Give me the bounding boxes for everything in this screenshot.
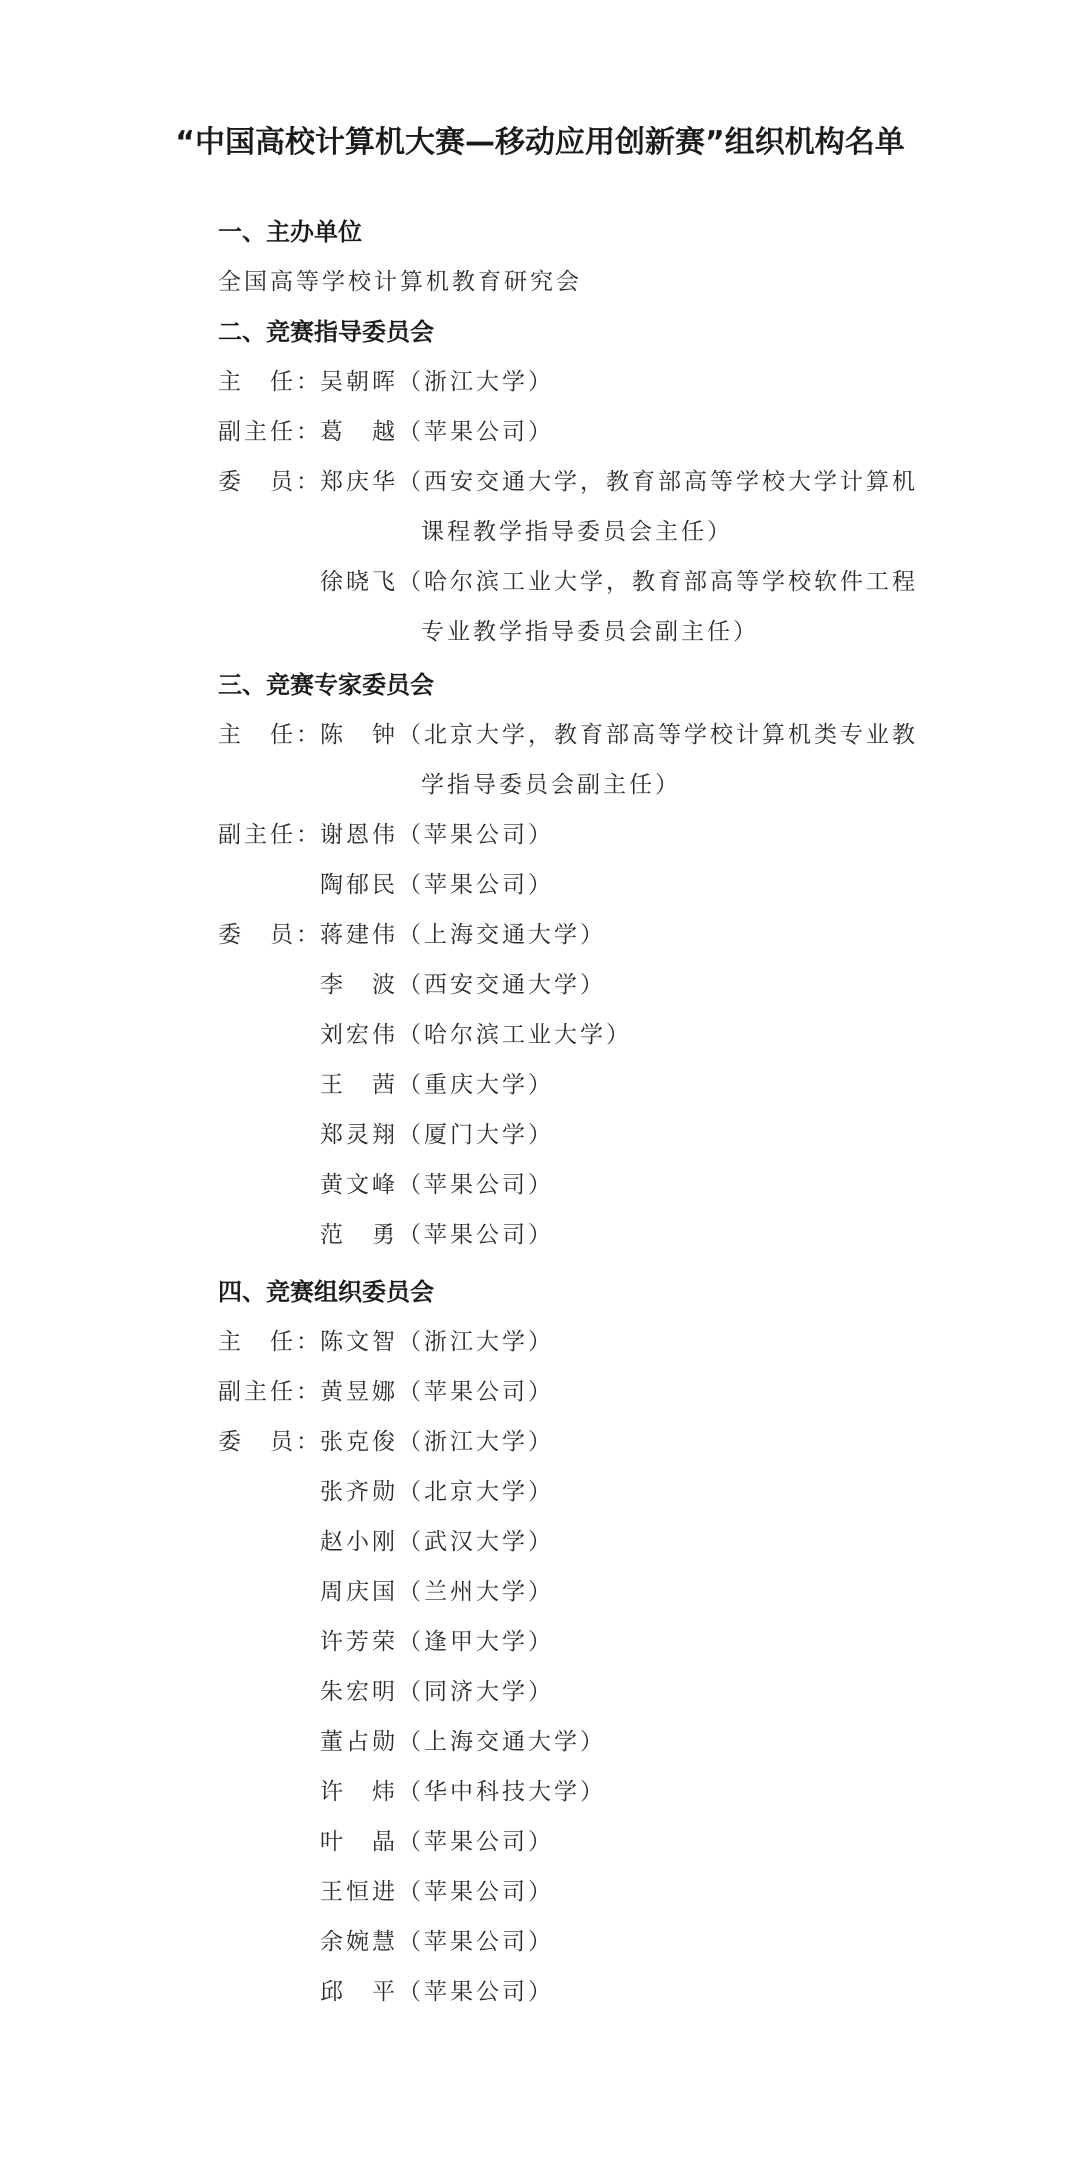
member-text: 许芳荣（逢甲大学）	[320, 1629, 554, 1655]
role-label: 委 员：	[218, 1429, 322, 1455]
member-text: 王 茜（重庆大学）	[320, 1072, 554, 1098]
member-text: 葛 越（苹果公司）	[320, 419, 554, 445]
member-text: 徐晓飞（哈尔滨工业大学，教育部高等学校软件工程	[320, 569, 918, 595]
role-label: 主 任：	[218, 1329, 322, 1355]
member-text: 吴朝晖（浙江大学）	[320, 369, 554, 395]
member-text-continuation: 学指导委员会副主任）	[421, 772, 681, 798]
member-text: 蒋建伟（上海交通大学）	[320, 922, 606, 948]
member-text: 赵小刚（武汉大学）	[320, 1529, 554, 1555]
role-label: 主 任：	[218, 722, 322, 748]
section-heading-host: 一、主办单位	[218, 218, 362, 246]
member-text: 邱 平（苹果公司）	[320, 1979, 554, 2005]
role-label: 委 员：	[218, 469, 322, 495]
member-text: 叶 晶（苹果公司）	[320, 1829, 554, 1855]
member-text: 朱宏明（同济大学）	[320, 1679, 554, 1705]
role-label: 副主任：	[218, 822, 322, 848]
section-heading-experts: 三、竞赛专家委员会	[218, 671, 434, 699]
section-heading-steering: 二、竞赛指导委员会	[218, 318, 434, 346]
member-text: 余婉慧（苹果公司）	[320, 1929, 554, 1955]
host-organization: 全国高等学校计算机教育研究会	[218, 269, 582, 295]
member-text: 许 炜（华中科技大学）	[320, 1779, 606, 1805]
member-text: 谢恩伟（苹果公司）	[320, 822, 554, 848]
role-label: 副主任：	[218, 1379, 322, 1405]
member-text: 刘宏伟（哈尔滨工业大学）	[320, 1022, 632, 1048]
member-text: 张克俊（浙江大学）	[320, 1429, 554, 1455]
member-text: 陶郁民（苹果公司）	[320, 872, 554, 898]
member-text: 周庆国（兰州大学）	[320, 1579, 554, 1605]
member-text-continuation: 课程教学指导委员会主任）	[421, 519, 733, 545]
role-label: 主 任：	[218, 369, 322, 395]
member-text: 黄昱娜（苹果公司）	[320, 1379, 554, 1405]
member-text: 李 波（西安交通大学）	[320, 972, 606, 998]
member-text: 范 勇（苹果公司）	[320, 1222, 554, 1248]
member-text: 郑庆华（西安交通大学，教育部高等学校大学计算机	[320, 469, 918, 495]
member-text: 黄文峰（苹果公司）	[320, 1172, 554, 1198]
member-text: 陈 钟（北京大学，教育部高等学校计算机类专业教	[320, 722, 918, 748]
member-text: 陈文智（浙江大学）	[320, 1329, 554, 1355]
document-title: “中国高校计算机大赛—移动应用创新赛”组织机构名单	[175, 125, 905, 160]
role-label: 副主任：	[218, 419, 322, 445]
section-heading-organizing: 四、竞赛组织委员会	[218, 1278, 434, 1306]
member-text: 王恒进（苹果公司）	[320, 1879, 554, 1905]
member-text: 张齐勋（北京大学）	[320, 1479, 554, 1505]
member-text-continuation: 专业教学指导委员会副主任）	[421, 619, 759, 645]
role-label: 委 员：	[218, 922, 322, 948]
member-text: 董占勋（上海交通大学）	[320, 1729, 606, 1755]
member-text: 郑灵翔（厦门大学）	[320, 1122, 554, 1148]
